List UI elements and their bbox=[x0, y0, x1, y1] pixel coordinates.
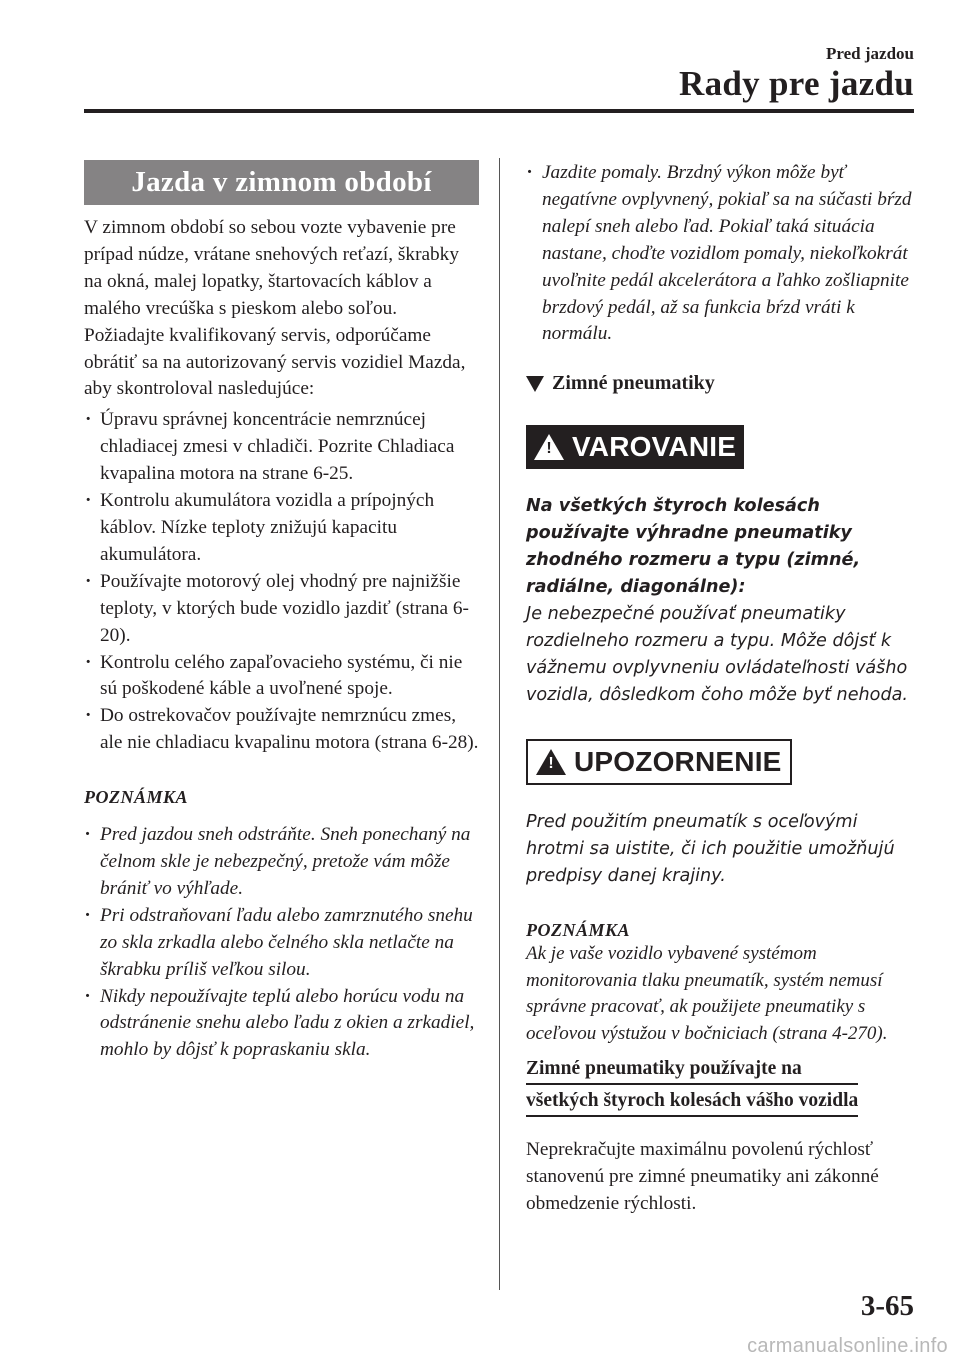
left-column bbox=[84, 160, 479, 1064]
check-item: · Kontrolu celého zapaľovacieho systému, či nie sú poškodené káble a uvoľnené spoje. bbox=[84, 650, 479, 704]
subheading-text: Zimné pneumatiky bbox=[552, 372, 715, 395]
caution-label: UPOZORNENIE bbox=[574, 746, 782, 778]
warning-label-box bbox=[526, 425, 744, 469]
page-title: Rady pre jazdu bbox=[679, 64, 914, 103]
intro-paragraph: V zimnom období so sebou vozte vybavenie pre prípad núdze, vrátane snehových reťazí, škrabky na okná, malej lopatky, štartovacích káblov a malého vrecúška s pieskom alebo soľou. Požiadajte kvalifikovaný servis, odporúčame obrátiť sa na autorizovaný servis vozidiel Mazda, aby skontroloval nasledujúce: bbox=[84, 217, 466, 400]
header-rule bbox=[84, 109, 914, 113]
section-label: Pred jazdou bbox=[826, 44, 914, 63]
note-heading: POZNÁMKA bbox=[84, 787, 189, 808]
caution-label-box bbox=[526, 739, 792, 785]
caution-icon: ! bbox=[536, 749, 566, 775]
heading-line: všetkých štyroch kolesách vášho vozidla bbox=[526, 1087, 858, 1117]
note-item: · Jazdite pomaly. Brzdný výkon môže byť negatívne ovplyvnený, pokiaľ sa na súčasti bŕzd nalepí sneh alebo ľad. Pokiaľ taká situácia nastane, choďte vozidlom pomaly, niekoľkokrát uvoľnite pedál akcelerátora a ľahko zošliapnite brzdový pedál, až sa funkcia bŕzd vráti k normálu. bbox=[526, 160, 921, 348]
note-item: · Pred jazdou sneh odstráňte. Sneh ponechaný na čelnom skle je nebezpečný, pretože vám môže brániť vo výhľade. bbox=[84, 822, 479, 903]
note-list-continued bbox=[526, 160, 921, 348]
note-paragraph: Ak je vaše vozidlo vybavené systémom monitorovania tlaku pneumatík, systém nemusí správne pracovať, ak použijete pneumatiky s oceľovou výstužou v bočniciach (strana 4-270). bbox=[526, 943, 888, 1044]
check-item: · Úpravu správnej koncentrácie nemrznúcej chladiacej zmesi v chladiči. Pozrite Chladiaca kvapalina motora na strane 6-25. bbox=[84, 407, 479, 488]
final-paragraph: Neprekračujte maximálnu povolenú rýchlosť stanovenú pre zimné pneumatiky ani zákonné obmedzenie rýchlosti. bbox=[526, 1139, 879, 1215]
section-banner: Jazda v zimnom období bbox=[84, 160, 479, 205]
heading-line: Zimné pneumatiky používajte na bbox=[526, 1055, 858, 1085]
check-item: · Do ostrekovačov používajte nemrznúcu zmes, ale nie chladiacu kvapalinu motora (strana 6-28). bbox=[84, 703, 479, 757]
page-number: 3-65 bbox=[860, 1290, 914, 1322]
underlined-heading bbox=[526, 1055, 858, 1119]
check-item: · Kontrolu akumulátora vozidla a prípojných káblov. Nízke teploty znižujú kapacitu akumulátora. bbox=[84, 488, 479, 569]
warning-text bbox=[526, 493, 921, 709]
warning-label: VAROVANIE bbox=[572, 431, 737, 463]
note-list bbox=[84, 822, 479, 1064]
column-divider bbox=[499, 158, 500, 1290]
note-item: · Nikdy nepoužívajte teplú alebo horúcu vodu na odstránenie snehu alebo ľadu z okien a zrkadiel, mohlo by dôjsť k popraskaniu skla. bbox=[84, 984, 479, 1065]
note-item: · Pri odstraňovaní ľadu alebo zamrznutého snehu zo skla zrkadla alebo čelného skla netlačte na škrabku príliš veľkou silou. bbox=[84, 903, 479, 984]
right-column bbox=[526, 160, 921, 1218]
warning-body-text: Je nebezpečné používať pneumatiky rozdielneho rozmeru a typu. Môže dôjsť k vážnemu ovplyvneniu ovládateľnosti vášho vozidla, dôsledkom čoho môže byť nehoda. bbox=[526, 604, 908, 706]
note-heading: POZNÁMKA bbox=[526, 920, 631, 941]
warning-icon: ! bbox=[534, 434, 564, 460]
subheading bbox=[526, 372, 921, 395]
caution-text: Pred použitím pneumatík s oceľovými hrotmi sa uistite, či ich použitie umožňujú predpisy danej krajiny. bbox=[526, 812, 895, 887]
check-item: · Používajte motorový olej vhodný pre najnižšie teploty, v ktorých bude vozidlo jazdiť (strana 6-20). bbox=[84, 569, 479, 650]
triangle-marker-icon bbox=[526, 376, 544, 392]
warning-bold-text: Na všetkých štyroch kolesách používajte výhradne pneumatiky zhodného rozmeru a typu (zimné, radiálne, diagonálne): bbox=[526, 496, 861, 598]
check-list bbox=[84, 407, 479, 757]
watermark: carmanualsonline.info bbox=[747, 1335, 948, 1357]
